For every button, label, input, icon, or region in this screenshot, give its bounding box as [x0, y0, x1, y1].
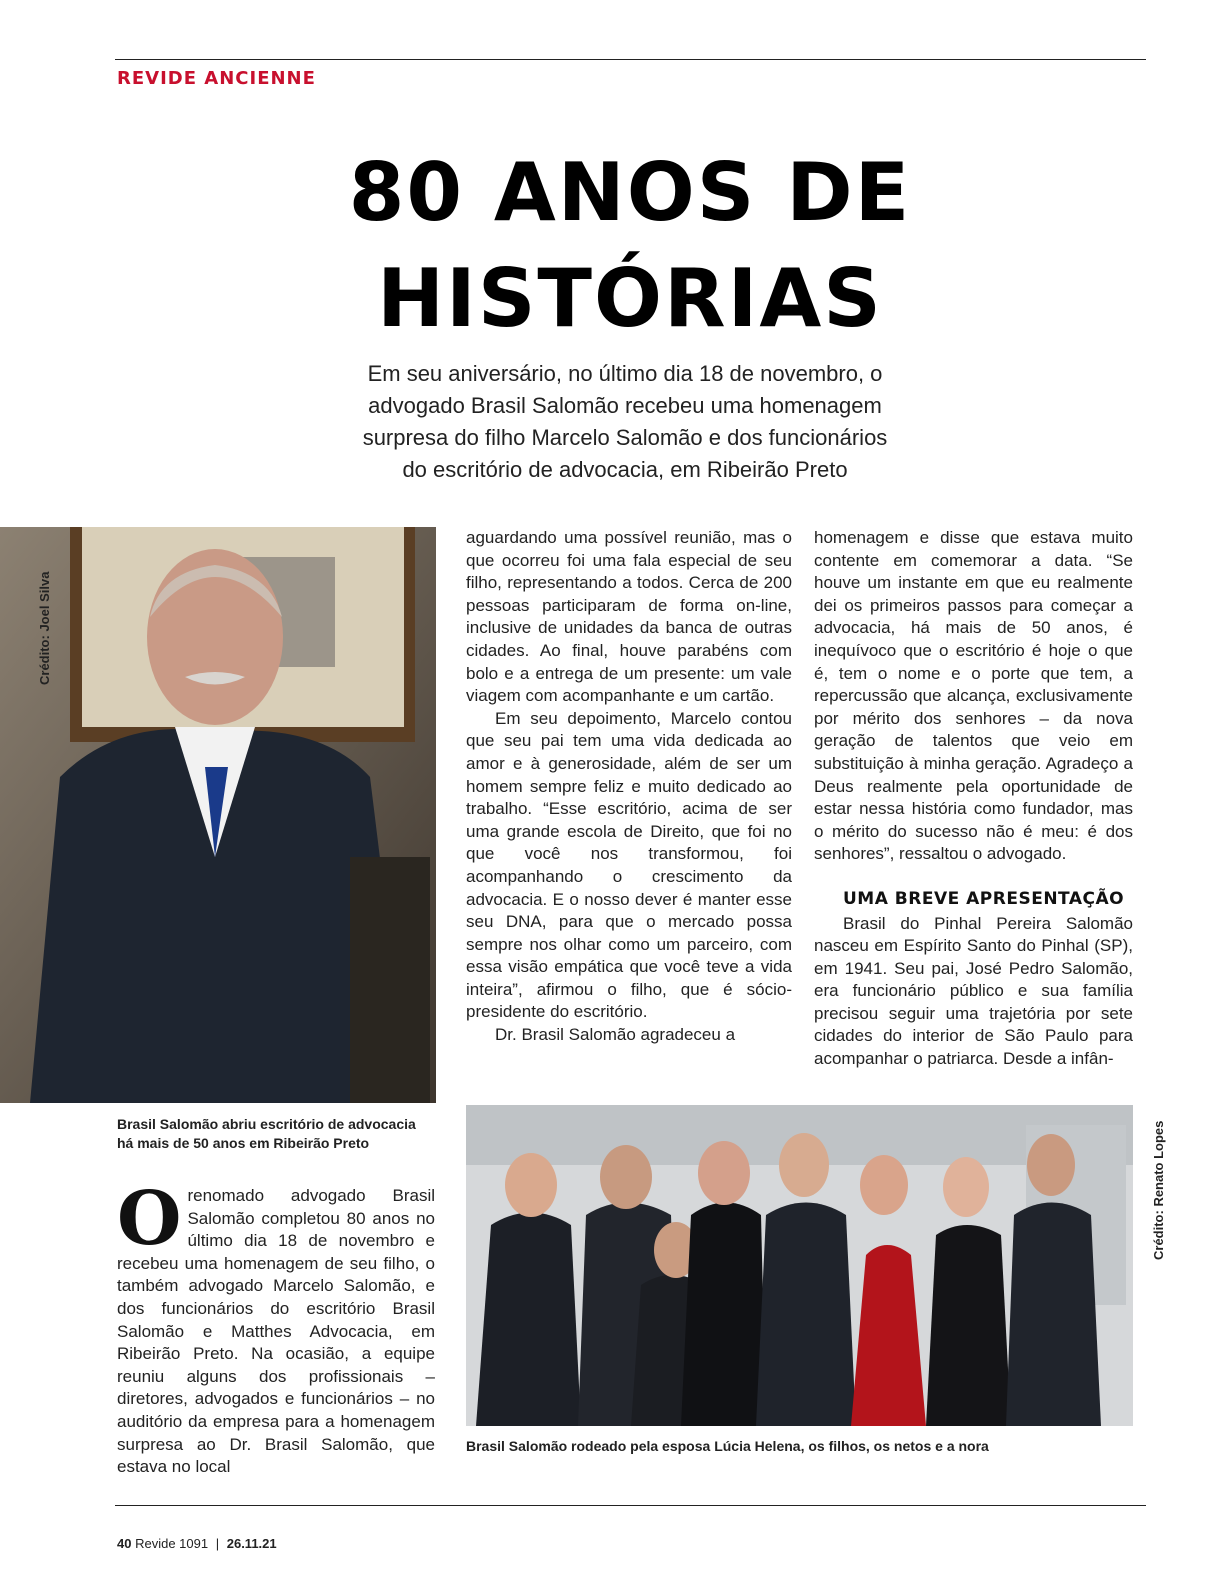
- page-footer: [117, 1536, 277, 1551]
- photo-caption: [117, 1115, 447, 1153]
- paragraph-continued: homenagem e disse que estava muito contente em comemorar a data. “Se houve um instante em que eu realmente dei os primeiros passos para começar a advocacia, há mais de 50 anos, é inequívoco que o escritório é hoje o que é, tem o nome e o porte que tem, a repercussão que alcança, exclusivamente por mérito dos senhores – da nova geração de talentos que veio em substituição à minha geração. Agradeço a Deus realmente pela oportunidade de estar nessa história como fundador, mas o mérito do sucesso não é meu: é dos senhores”, ressaltou o advogado.: [814, 528, 1133, 864]
- article-column-right: [814, 527, 1133, 1071]
- photo-caption: Brasil Salomão rodeado pela esposa Lúcia Helena, os filhos, os netos e a nora: [466, 1438, 989, 1454]
- section-label: REVIDE ANCIENNE: [117, 68, 316, 89]
- photo-credit: Crédito: Renato Lopes: [1151, 1120, 1166, 1260]
- photo-credit: Crédito: Joel Silva: [37, 571, 52, 685]
- article-column-left: [117, 1176, 435, 1479]
- top-rule: [115, 59, 1146, 60]
- paragraph: renomado advogado Brasil Salomão completou 80 anos no último dia 18 de novembro e recebeu uma homenagem de seu filho, o também advogado Marcelo Salomão, e dos funcionários do escritório Brasil Salomão e Matthes Advocacia, em Ribeirão Preto. Na ocasião, a equipe reuniu alguns dos profissionais – diretores, advogados e funcionários – no auditório da empresa para a homenagem surpresa ao Dr. Brasil Salomão, que estava no local: [117, 1186, 435, 1477]
- bottom-rule: [115, 1505, 1146, 1506]
- footer-separator: |: [215, 1536, 220, 1551]
- article-column-middle: [466, 527, 792, 1047]
- subheading-line: Em seu aniversário, no último dia 18 de novembro, o: [367, 361, 883, 386]
- family-photo: [466, 1105, 1133, 1426]
- caption-line: há mais de 50 anos em Ribeirão Preto: [117, 1135, 370, 1151]
- paragraph: Brasil do Pinhal Pereira Salomão nasceu em Espírito Santo do Pinhal (SP), em 1941. Seu pai, José Pedro Salomão, era funcionário público e sua família precisou seguir uma trajetória por sete cidades do interior de São Paulo para acompanhar o patriarca. Desde a infân-: [814, 913, 1133, 1069]
- issue-date: 26.11.21: [226, 1536, 277, 1551]
- headline: [200, 140, 1060, 352]
- portrait-illustration: [0, 527, 436, 1103]
- subheading-line: advogado Brasil Salomão recebeu uma homenagem: [368, 393, 882, 418]
- drop-cap: O: [117, 1176, 182, 1262]
- portrait-photo: [0, 527, 436, 1103]
- subheading-line: surpresa do filho Marcelo Salomão e dos funcionários: [362, 425, 888, 450]
- caption-line: Brasil Salomão abriu escritório de advocacia: [117, 1116, 416, 1132]
- paragraph: Em seu depoimento, Marcelo contou que seu pai tem uma vida dedicada ao amor e à generosidade, além de ser um homem sempre feliz e muito dedicado ao trabalho. “Esse escritório, acima de ser uma grande escola de Direito, que foi no que você nos transformou, foi acompanhando o crescimento da advocacia. E o nosso dever é manter esse seu DNA, para que o mercado possa sempre nos olhar como um parceiro, com essa visão empática que você teve a vida inteira”, afirmou o filho, que é sócio-presidente do escritório.: [466, 708, 792, 1022]
- subheading: [290, 358, 960, 486]
- paragraph: aguardando uma possível reunião, mas o que ocorreu foi uma fala especial de seu filho, representando a todos. Cerca de 200 pessoas participaram de forma on-line, inclusive de unidades da banca de outras cidades. Ao final, houve parabéns com bolo e a entrega de um presente: um vale viagem com acompanhante e um cartão.: [466, 528, 792, 706]
- subheading-line: do escritório de advocacia, em Ribeirão Preto: [402, 457, 848, 482]
- headline-line: 80 ANOS DE: [348, 146, 912, 239]
- paragraph: Dr. Brasil Salomão agradeceu a: [495, 1025, 736, 1045]
- section-subhead: UMA BREVE APRESENTAÇÃO: [843, 888, 1125, 909]
- family-illustration: [466, 1105, 1133, 1426]
- headline-line: HISTÓRIAS: [377, 252, 883, 345]
- page-number: 40: [117, 1536, 132, 1551]
- magazine-issue: Revide 1091: [135, 1536, 209, 1551]
